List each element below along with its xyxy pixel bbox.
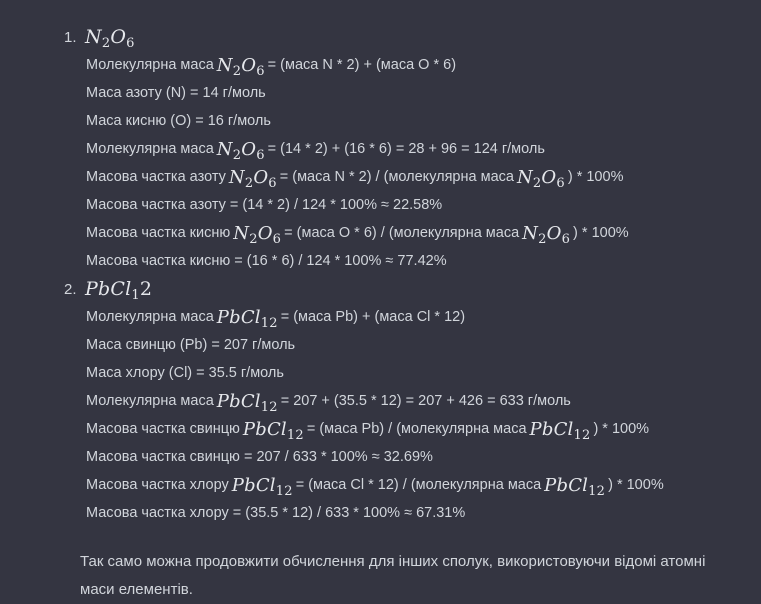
- calculation-line: [86, 331, 295, 359]
- formula-pbcl12: PbCl$_{12}$: [231, 474, 293, 499]
- calculation-line: [86, 79, 266, 107]
- line-text: ) * 100%: [567, 169, 624, 185]
- line-text: Масова частка азоту: [86, 169, 226, 185]
- calculation-line: [86, 359, 284, 387]
- line-text: Масова частка свинцю = 207 / 633 * 100% ≈ 32.69%: [86, 449, 433, 465]
- calculation-line: [86, 303, 465, 331]
- line-text: ) * 100%: [608, 477, 664, 493]
- formula-pbcl12: PbCl$_1$2: [85, 278, 153, 303]
- line-text: = 207 + (35.5 * 12) = 207 + 426 = 633 г/моль: [280, 393, 571, 409]
- line-text: Маса азоту (N) = 14 г/моль: [86, 85, 266, 101]
- list-number: 1.: [64, 28, 77, 46]
- formula-n2o6: $N_2O_6$: [522, 222, 571, 247]
- formula-n2o6: $N_2O_6$: [233, 222, 282, 247]
- line-text: Молекулярна маса: [86, 141, 214, 157]
- line-text: = (маса O * 6) / (молекулярна маса: [284, 225, 520, 241]
- formula-n2o6: $N_2O_6$: [228, 166, 277, 191]
- formula-pbcl12: PbCl$_{12}$: [544, 474, 606, 499]
- line-text: Масова частка хлору: [86, 477, 229, 493]
- calculation-line: [86, 415, 649, 443]
- line-text: Маса кисню (O) = 16 г/моль: [86, 113, 271, 129]
- formula-pbcl12: PbCl$_{12}$: [216, 306, 278, 331]
- line-text: ) * 100%: [593, 421, 650, 437]
- line-text: Маса хлору (Cl) = 35.5 г/моль: [86, 365, 284, 381]
- closing-paragraph: Так само можна продовжити обчислення для інших сполук, використовуючи відомі атомні маси елементів.: [80, 553, 706, 598]
- line-text: = (маса Pb) + (маса Cl * 12): [280, 309, 466, 325]
- list-item-1-heading: [64, 23, 135, 51]
- calculation-line: [86, 443, 433, 471]
- line-text: Масова частка хлору = (35.5 * 12) / 633 * 100% ≈ 67.31%: [86, 505, 466, 521]
- formula-n2o6: $N_2O_6$: [216, 138, 265, 163]
- line-text: = (маса Cl * 12) / (молекулярна маса: [295, 477, 542, 493]
- calculation-line: [86, 191, 442, 219]
- line-text: = (маса N * 2) + (маса O * 6): [267, 57, 457, 73]
- line-text: Масова частка свинцю: [86, 421, 240, 437]
- line-text: Молекулярна маса: [86, 309, 214, 325]
- calculation-line: [86, 107, 271, 135]
- calculation-line: [86, 163, 623, 191]
- formula-pbcl12: PbCl$_{12}$: [529, 418, 591, 443]
- calculation-line: [86, 247, 447, 275]
- list-item-2-heading: [64, 275, 152, 303]
- formula-pbcl12: PbCl$_{12}$: [242, 418, 304, 443]
- line-text: = (маса Pb) / (молекулярна маса: [306, 421, 527, 437]
- line-text: Масова частка кисню = (16 * 6) / 124 * 100% ≈ 77.42%: [86, 253, 447, 269]
- line-text: = (14 * 2) + (16 * 6) = 28 + 96 = 124 г/моль: [267, 141, 545, 157]
- calculation-line: [86, 387, 571, 415]
- list-number: 2.: [64, 280, 77, 298]
- line-text: Маса свинцю (Pb) = 207 г/моль: [86, 337, 296, 353]
- calculation-line: [86, 135, 545, 163]
- line-text: Масова частка кисню: [86, 225, 231, 241]
- formula-pbcl12: PbCl$_{12}$: [216, 390, 278, 415]
- calculation-line: [86, 471, 664, 499]
- formula-n2o6: $N_2O_6$: [85, 26, 135, 51]
- line-text: ) * 100%: [573, 225, 629, 241]
- line-text: = (маса N * 2) / (молекулярна маса: [279, 169, 514, 185]
- line-text: Молекулярна маса: [86, 57, 214, 73]
- formula-n2o6: $N_2O_6$: [216, 54, 265, 79]
- calculation-line: [86, 51, 456, 79]
- formula-n2o6: $N_2O_6$: [516, 166, 565, 191]
- line-text: Молекулярна маса: [86, 393, 214, 409]
- line-text: Масова частка азоту = (14 * 2) / 124 * 100% ≈ 22.58%: [86, 197, 443, 213]
- calculation-line: [86, 219, 629, 247]
- calculation-line: [86, 499, 465, 527]
